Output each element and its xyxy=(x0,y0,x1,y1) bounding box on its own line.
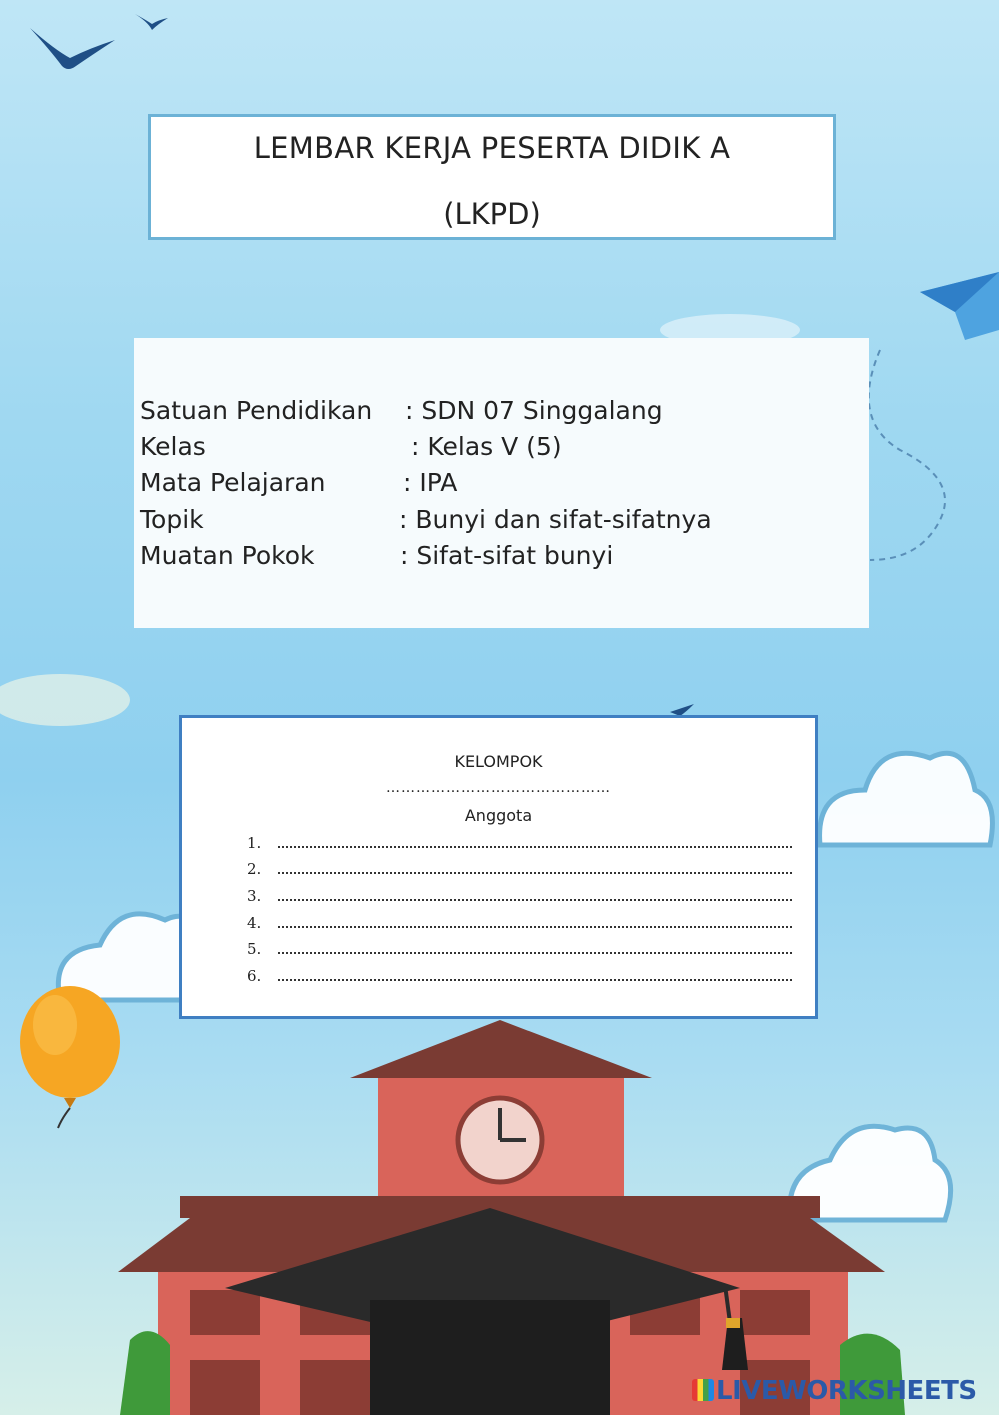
page-title: LEMBAR KERJA PESERTA DIDIK A xyxy=(253,131,731,165)
member-number: 3. xyxy=(247,887,262,905)
member-field[interactable] xyxy=(247,914,792,932)
member-blank[interactable] xyxy=(278,940,792,954)
info-label: Topik xyxy=(140,505,204,534)
info-value: : Kelas V (5) xyxy=(411,432,562,461)
info-row xyxy=(140,505,712,534)
info-row xyxy=(140,468,458,497)
info-label: Kelas xyxy=(140,432,206,461)
member-number: 4. xyxy=(247,914,262,932)
member-field[interactable] xyxy=(247,887,792,905)
info-value: : SDN 07 Singgalang xyxy=(405,396,663,425)
member-blank[interactable] xyxy=(278,914,792,928)
member-number: 6. xyxy=(247,967,262,985)
member-field[interactable] xyxy=(247,940,792,958)
member-number: 5. xyxy=(247,940,262,958)
clock-icon xyxy=(458,1098,542,1182)
member-field[interactable] xyxy=(247,967,792,985)
member-field[interactable] xyxy=(247,860,792,878)
watermark-text: LIVEWORKSHEETS xyxy=(716,1376,977,1406)
group-title: KELOMPOK xyxy=(454,752,543,771)
paper-plane-icon xyxy=(869,272,999,560)
info-box xyxy=(134,338,869,628)
info-label: Satuan Pendidikan xyxy=(140,396,373,425)
info-row xyxy=(140,396,663,425)
liveworksheets-logo-icon xyxy=(692,1379,714,1401)
group-box xyxy=(179,715,818,1019)
info-label: Muatan Pokok xyxy=(140,541,315,570)
info-row xyxy=(140,541,614,570)
page-subtitle: (LKPD) xyxy=(443,197,541,231)
member-field[interactable] xyxy=(247,834,792,852)
group-name-blank[interactable]: ……………………………………… xyxy=(386,780,611,796)
members-label: Anggota xyxy=(464,806,533,825)
info-value: : Sifat-sifat bunyi xyxy=(400,541,614,570)
member-blank[interactable] xyxy=(278,967,792,981)
member-blank[interactable] xyxy=(278,887,792,901)
info-value: : Bunyi dan sifat-sifatnya xyxy=(399,505,712,534)
title-box xyxy=(148,114,836,240)
member-number: 1. xyxy=(247,834,262,852)
balloon-icon xyxy=(20,986,120,1128)
member-blank[interactable] xyxy=(278,860,792,874)
liveworksheets-watermark[interactable] xyxy=(692,1376,977,1406)
member-blank[interactable] xyxy=(278,834,792,848)
info-row xyxy=(140,432,562,461)
info-value: : IPA xyxy=(403,468,458,497)
member-number: 2. xyxy=(247,860,262,878)
info-label: Mata Pelajaran xyxy=(140,468,326,497)
